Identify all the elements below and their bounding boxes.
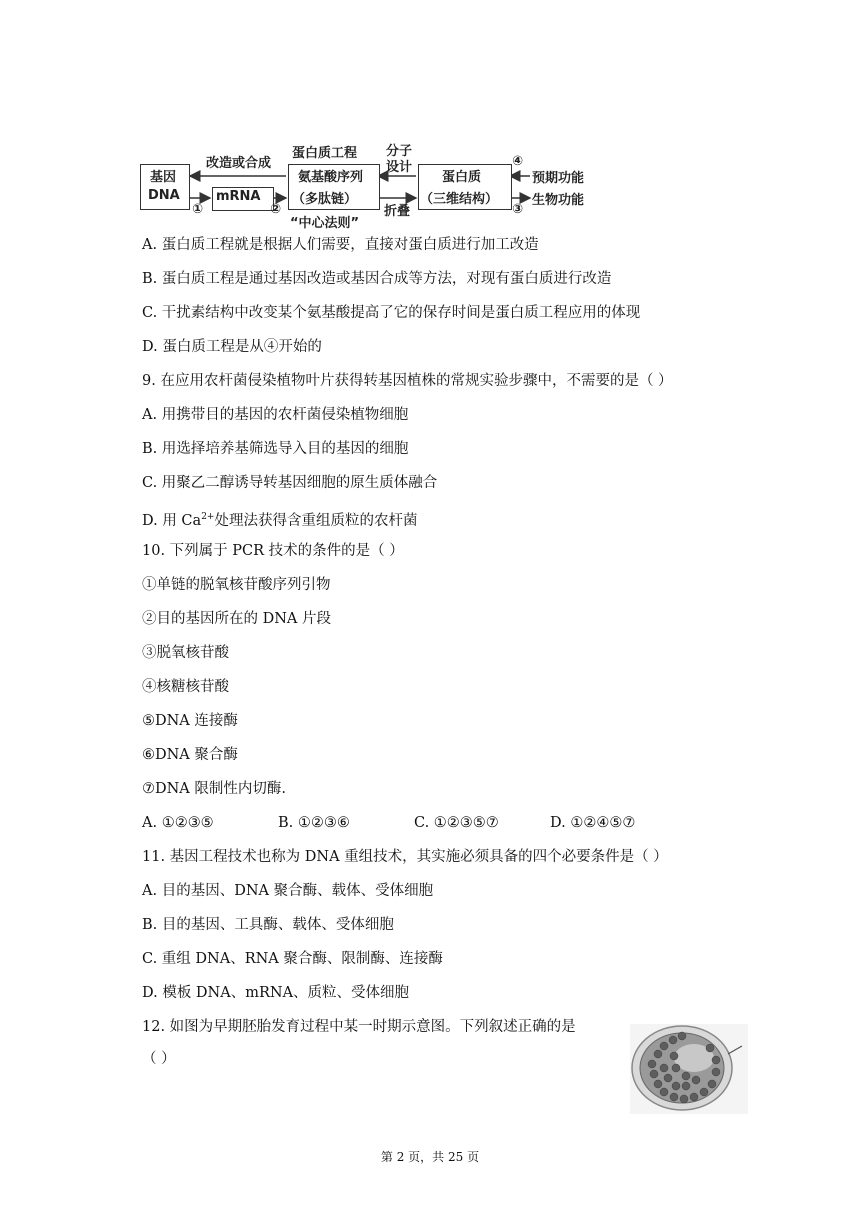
q10-item-4: ④核糖核苷酸 — [142, 679, 229, 695]
q10-item-7: ⑦DNA 限制性内切酶. — [142, 781, 287, 797]
marker-2: ② — [270, 202, 282, 217]
marker-4: ④ — [512, 154, 524, 169]
central-dogma-label: “中心法则” — [290, 216, 360, 231]
q10-option-c: C. ①②③⑤⑦ — [414, 815, 499, 831]
q12-stem: 12. 如图为早期胚胎发育过程中某一时期示意图。下列叙述正确的是 — [142, 1019, 576, 1035]
q11-stem: 11. 基因工程技术也称为 DNA 重组技术，其实施必须具备的四个必要条件是（ ） — [142, 849, 668, 865]
q9-option-b: B. 用选择培养基筛选导入目的基因的细胞 — [142, 441, 409, 457]
q10-item-5: ⑤DNA 连接酶 — [142, 713, 238, 729]
q11-option-b: B. 目的基因、工具酶、载体、受体细胞 — [142, 917, 394, 933]
q11-option-d: D. 模板 DNA、mRNA、质粒、受体细胞 — [142, 985, 410, 1001]
q9-option-d-prefix: D. 用 Ca — [142, 513, 202, 529]
q10-stem: 10. 下列属于 PCR 技术的条件的是（ ） — [142, 543, 404, 559]
q10-item-2: ②目的基因所在的 DNA 片段 — [142, 611, 332, 627]
fold-label: 折叠 — [384, 204, 411, 219]
page-footer: 第 2 页，共 25 页 — [380, 1150, 480, 1164]
gene-label: 基因 — [150, 170, 177, 185]
q8-option-d: D. 蛋白质工程是从④开始的 — [142, 339, 322, 355]
central-dogma-diagram — [140, 140, 600, 232]
q9-option-d — [142, 507, 417, 531]
expected-function-label: 预期功能 — [532, 171, 585, 186]
q10-item-1: ①单链的脱氧核苷酸序列引物 — [142, 577, 331, 593]
q9-stem: 9. 在应用农杆菌侵染植物叶片获得转基因植株的常规实验步骤中，不需要的是（ ） — [142, 373, 673, 389]
q11-option-a: A. 目的基因、DNA 聚合酶、载体、受体细胞 — [142, 883, 434, 899]
mrna-label: mRNA — [216, 189, 261, 204]
q9-option-a: A. 用携带目的基因的农杆菌侵染植物细胞 — [142, 407, 409, 423]
q10-option-a: A. ①②③⑤ — [142, 815, 214, 831]
marker-1: ① — [192, 202, 204, 217]
dna-label: DNA — [148, 188, 180, 203]
design-label-2: 设计 — [386, 160, 413, 175]
q9-option-d-superscript: 2+ — [201, 512, 215, 522]
amino-acid-label: 氨基酸序列 — [298, 170, 364, 185]
protein-label: 蛋白质 — [442, 170, 482, 185]
q12-paren: （ ） — [142, 1051, 176, 1067]
q10-item-6: ⑥DNA 聚合酶 — [142, 747, 238, 763]
q10-item-3: ③脱氧核苷酸 — [142, 645, 229, 661]
q11-option-c: C. 重组 DNA、RNA 聚合酶、限制酶、连接酶 — [142, 951, 443, 967]
q8-option-b: B. 蛋白质工程是通过基因改造或基因合成等方法，对现有蛋白质进行改造 — [142, 271, 612, 287]
q10-option-b: B. ①②③⑥ — [278, 815, 350, 831]
q8-option-c: C. 干扰素结构中改变某个氨基酸提高了它的保存时间是蛋白质工程应用的体现 — [142, 305, 641, 321]
structure-label: （三维结构） — [420, 192, 499, 207]
marker-3: ③ — [512, 202, 524, 217]
design-label-1: 分子 — [386, 144, 413, 159]
embryo-image — [630, 1024, 748, 1114]
polypeptide-label: （多肽链） — [292, 192, 358, 207]
q9-option-d-suffix: 处理法获得含重组质粒的农杆菌 — [214, 513, 418, 529]
q9-option-c: C. 用聚乙二醇诱导转基因细胞的原生质体融合 — [142, 475, 438, 491]
q10-option-d: D. ①②④⑤⑦ — [550, 815, 636, 831]
modify-label: 改造或合成 — [206, 156, 272, 171]
protein-engineering-label: 蛋白质工程 — [292, 146, 358, 161]
biological-function-label: 生物功能 — [532, 193, 585, 208]
q8-option-a: A. 蛋白质工程就是根据人们需要，直接对蛋白质进行加工改造 — [142, 237, 539, 253]
